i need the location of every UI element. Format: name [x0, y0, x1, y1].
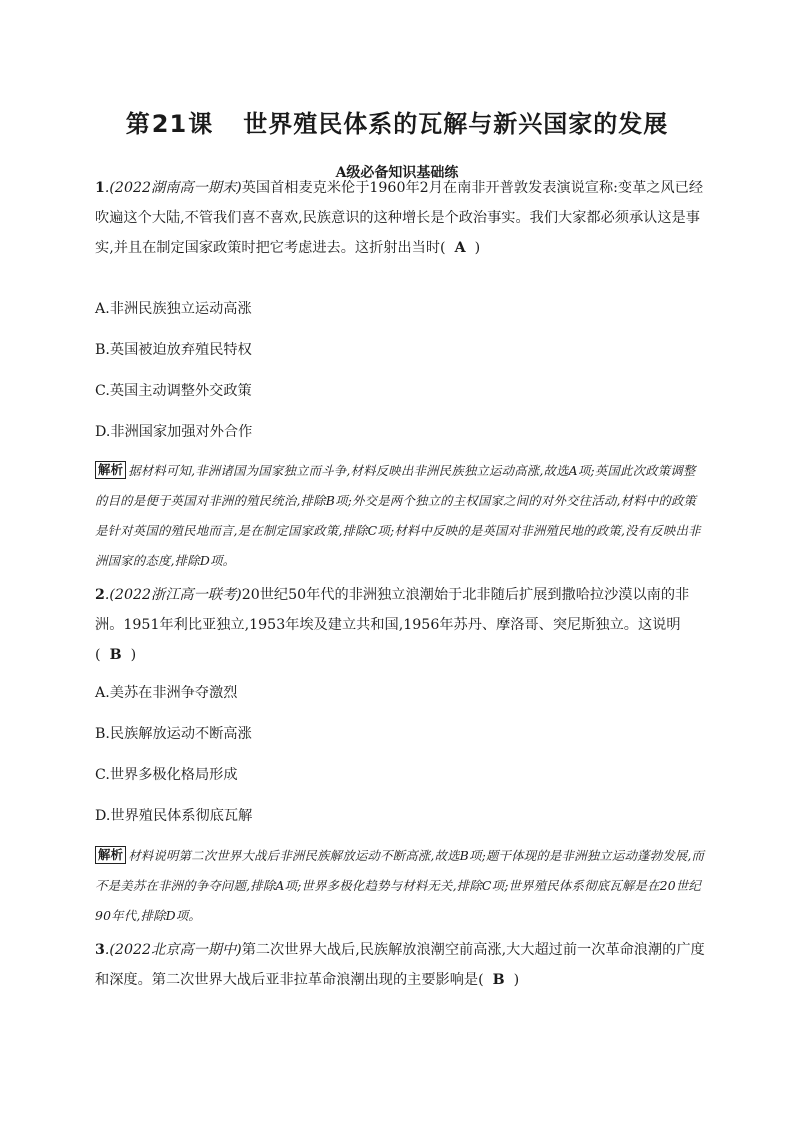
page-title — [0, 104, 794, 139]
analysis-tag: 解析 — [95, 846, 126, 864]
title-prefix: 第 — [125, 110, 151, 138]
question-answer: B — [109, 647, 122, 663]
option-d: D.世界殖民体系彻底瓦解 — [95, 808, 253, 824]
question-1-stem: 1.(2022湖南高一期末)英国首相麦克米伦于1960年2月在南非开普敦发表演说宣称:变革之风已经吹遍这个大陆,不管我们喜不喜欢,民族意识的这种增长是个政治事实。我们大家都必须承认这是事实,并且在制定国家政策时把它考虑进去。这折射出当时( A ) — [95, 180, 704, 256]
analysis-tag: 解析 — [95, 461, 126, 479]
question-2-stem: 2.(2022浙江高一联考)20世纪50年代的非洲独立浪潮始于北非随后扩展到撒哈拉沙漠以南的非洲。1951年利比亚独立,1953年埃及建立共和国,1956年苏丹、摩洛哥、突尼斯独立。这说明 ( B ) — [95, 587, 690, 663]
option-a: A.美苏在非洲争夺激烈 — [95, 685, 238, 701]
analysis-2 — [95, 841, 705, 931]
question-3-stem: 3.(2022北京高一期中)第二次世界大战后,民族解放浪潮空前高涨,大大超过前一次革命浪潮的广度和深度。第二次世界大战后亚非拉革命浪潮出现的主要影响是( B ) — [95, 942, 705, 988]
section-subtitle: A级必备知识基础练 — [335, 165, 459, 181]
question-number: 3 — [95, 942, 105, 958]
analysis-text: 材料说明第二次世界大战后非洲民族解放运动不断高涨,故选B项;题干体现的是非洲独立运动蓬勃发展,而不是美苏在非洲的争夺问题,排除A项;世界多极化趋势与材料无关,排除C项;世界殖民体系彻底瓦解是在20世纪90年代,排除D项。 — [95, 848, 705, 923]
option-d: D.非洲国家加强对外合作 — [95, 424, 253, 440]
option-c: C.世界多极化格局形成 — [95, 767, 238, 783]
question-number: 1 — [95, 180, 105, 196]
question-answer: B — [492, 972, 505, 988]
question-answer: A — [454, 240, 466, 256]
question-text: 英国首相麦克米伦于1960年2月在南非开普敦发表演说宣称:变革之风已经吹遍这个大陆,不管我们喜不喜欢,民族意识的这种增长是个政治事实。我们大家都必须承认这是事实,并且在制定国家政策时把它考虑进去。这折射出当时( — [95, 180, 704, 256]
question-number: 2 — [95, 587, 105, 603]
analysis-text: 据材料可知,非洲诸国为国家独立而斗争,材料反映出非洲民族独立运动高涨,故选A项;英国此次政策调整的目的是便于英国对非洲的殖民统治,排除B项;外交是两个独立的主权国家之间的对外交往活动,材料中的政策是针对英国的殖民地而言,是在制定国家政策,排除C项;材料中反映的是英国对非洲殖民地的政策,没有反映出非洲国家的态度,排除D项。 — [95, 463, 701, 568]
title-number: 21 — [151, 110, 188, 138]
option-b: B.民族解放运动不断高涨 — [95, 726, 252, 742]
question-source: .(2022浙江高一联考) — [104, 587, 242, 603]
title-suffix: 课 — [188, 110, 214, 138]
question-source: .(2022湖南高一期末) — [104, 180, 242, 196]
option-c: C.英国主动调整外交政策 — [95, 383, 252, 399]
option-a: A.非洲民族独立运动高涨 — [95, 301, 252, 317]
analysis-1 — [95, 456, 705, 576]
option-b: B.英国被迫放弃殖民特权 — [95, 342, 252, 358]
question-text: 20世纪50年代的非洲独立浪潮始于北非随后扩展到撒哈拉沙漠以南的非洲。1951年利比亚独立,1953年埃及建立共和国,1956年苏丹、摩洛哥、突尼斯独立。这说明 — [95, 587, 690, 633]
question-source: .(2022北京高一期中) — [104, 942, 242, 958]
question-text: 第二次世界大战后,民族解放浪潮空前高涨,大大超过前一次革命浪潮的广度和深度。第二次世界大战后亚非拉革命浪潮出现的主要影响是( — [95, 942, 705, 988]
title-text: 世界殖民体系的瓦解与新兴国家的发展 — [243, 110, 669, 138]
